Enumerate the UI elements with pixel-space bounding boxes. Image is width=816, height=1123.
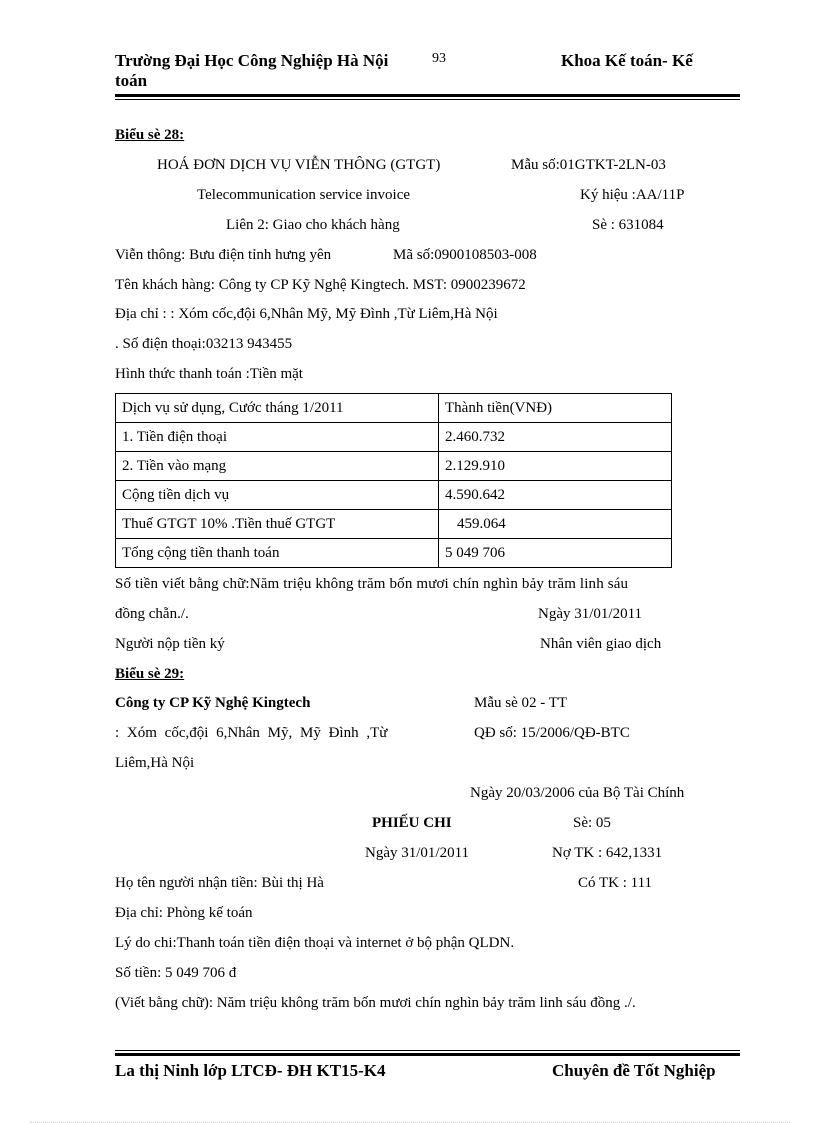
voucher-amount: Số tiền: 5 049 706 đ — [115, 965, 237, 981]
table-cell: 5 049 706 — [439, 539, 672, 568]
voucher-address-cont: Liêm,Hà Nội — [115, 755, 195, 771]
voucher-decision: QĐ số: 15/2006/QĐ-BTC — [474, 725, 630, 741]
table-row — [116, 510, 672, 539]
footer-rule-thick — [115, 1053, 740, 1056]
voucher-reason: Lý do chi:Thanh toán tiền điện thoại và internet ở bộ phận QLDN. — [115, 935, 515, 951]
voucher-decision-date: Ngày 20/03/2006 của Bộ Tài Chính — [470, 785, 685, 801]
voucher-company: Công ty CP Kỹ Nghệ Kingtech — [115, 695, 311, 711]
invoice-table — [115, 393, 672, 568]
voucher-form-no: Mẫu sè 02 - TT — [474, 695, 568, 711]
footer-rule-thin — [115, 1050, 740, 1051]
voucher-credit: Có TK : 111 — [578, 875, 653, 891]
voucher-number: Sè: 05 — [573, 815, 611, 831]
staff-signature-label: Nhân viên giao dịch — [540, 636, 662, 652]
invoice-payment: Hình thức thanh toán :Tiền mặt — [115, 366, 303, 382]
voucher-date: Ngày 31/01/2011 — [365, 845, 470, 861]
header-school-cont: toán — [115, 71, 148, 90]
invoice-serial: Sè : 631084 — [592, 217, 664, 233]
table-cell: Thuế GTGT 10% .Tiền thuế GTGT — [116, 510, 439, 539]
invoice-date: Ngày 31/01/2011 — [538, 606, 643, 622]
invoice-amount-words-cont: đồng chẵn./. — [115, 606, 189, 622]
table-cell: 1. Tiền điện thoại — [116, 423, 439, 452]
table-row — [116, 539, 672, 568]
table-cell: Tổng cộng tiền thanh toán — [116, 539, 439, 568]
header-rule-thick — [115, 94, 740, 97]
voucher-receiver-address: Địa chỉ: Phòng kế toán — [115, 905, 253, 921]
voucher-debit: Nợ TK : 642,1331 — [552, 845, 663, 861]
voucher-receiver: Họ tên người nhận tiền: Bùi thị Hà — [115, 875, 324, 891]
table-cell: 2. Tiền vào mạng — [116, 452, 439, 481]
table-cell: 2.460.732 — [439, 423, 672, 452]
table-cell: Cộng tiền dịch vụ — [116, 481, 439, 510]
table-row — [116, 423, 672, 452]
page-number: 93 — [432, 51, 446, 66]
table-header-cell: Thành tiền(VNĐ) — [439, 394, 672, 423]
invoice-title: HOÁ ĐƠN DỊCH VỤ VIỄN THÔNG (GTGT) — [157, 157, 441, 173]
bieu28-label: Biểu sè 28: — [115, 127, 185, 143]
footer-student: La thị Ninh lớp LTCĐ- ĐH KT15-K4 — [115, 1061, 386, 1080]
payer-signature-label: Người nộp tiền ký — [115, 636, 225, 652]
invoice-subtitle: Telecommunication service invoice — [197, 187, 411, 203]
bieu29-label: Biểu sè 29: — [115, 666, 185, 682]
invoice-provider: Viễn thông: Bưu điện tỉnh hưng yên — [115, 247, 332, 263]
invoice-customer: Tên khách hàng: Công ty CP Kỹ Nghệ Kingtech. MST: 0900239672 — [115, 277, 526, 293]
invoice-phone: . Số điện thoại:03213 943455 — [115, 336, 293, 352]
header-rule-thin — [115, 99, 740, 100]
header-school: Trường Đại Học Công Nghiệp Hà Nội — [115, 51, 389, 70]
invoice-address: Địa chỉ : : Xóm cốc,đội 6,Nhân Mỹ, Mỹ Đình ,Từ Liêm,Hà Nội — [115, 306, 498, 322]
table-cell: 2.129.910 — [439, 452, 672, 481]
invoice-copy: Liên 2: Giao cho khách hàng — [226, 217, 400, 233]
voucher-address: : Xóm cốc,đội 6,Nhân Mỹ, Mỹ Đình ,Từ — [115, 725, 388, 741]
voucher-title: PHIẾU CHI — [372, 815, 452, 831]
table-cell: 459.064 — [439, 510, 672, 539]
table-row — [116, 481, 672, 510]
table-row — [116, 452, 672, 481]
invoice-provider-code: Mã số:0900108503-008 — [393, 247, 537, 263]
table-header-cell: Dịch vụ sử dụng, Cước tháng 1/2011 — [116, 394, 439, 423]
invoice-amount-words: Số tiền viết bằng chữ:Năm triệu không trăm bốn mươi chín nghìn bảy trăm linh sáu — [115, 576, 629, 592]
table-cell: 4.590.642 — [439, 481, 672, 510]
header-faculty: Khoa Kế toán- Kế — [561, 51, 693, 70]
invoice-symbol: Ký hiệu :AA/11P — [580, 187, 685, 203]
footer-topic: Chuyên đề Tốt Nghiệp — [552, 1061, 716, 1080]
invoice-form-no: Mẫu số:01GTKT-2LN-03 — [511, 157, 666, 173]
table-header-row — [116, 394, 672, 423]
voucher-amount-words: (Viết bằng chữ): Năm triệu không trăm bốn mươi chín nghìn bảy trăm linh sáu đồng ./. — [115, 995, 636, 1011]
